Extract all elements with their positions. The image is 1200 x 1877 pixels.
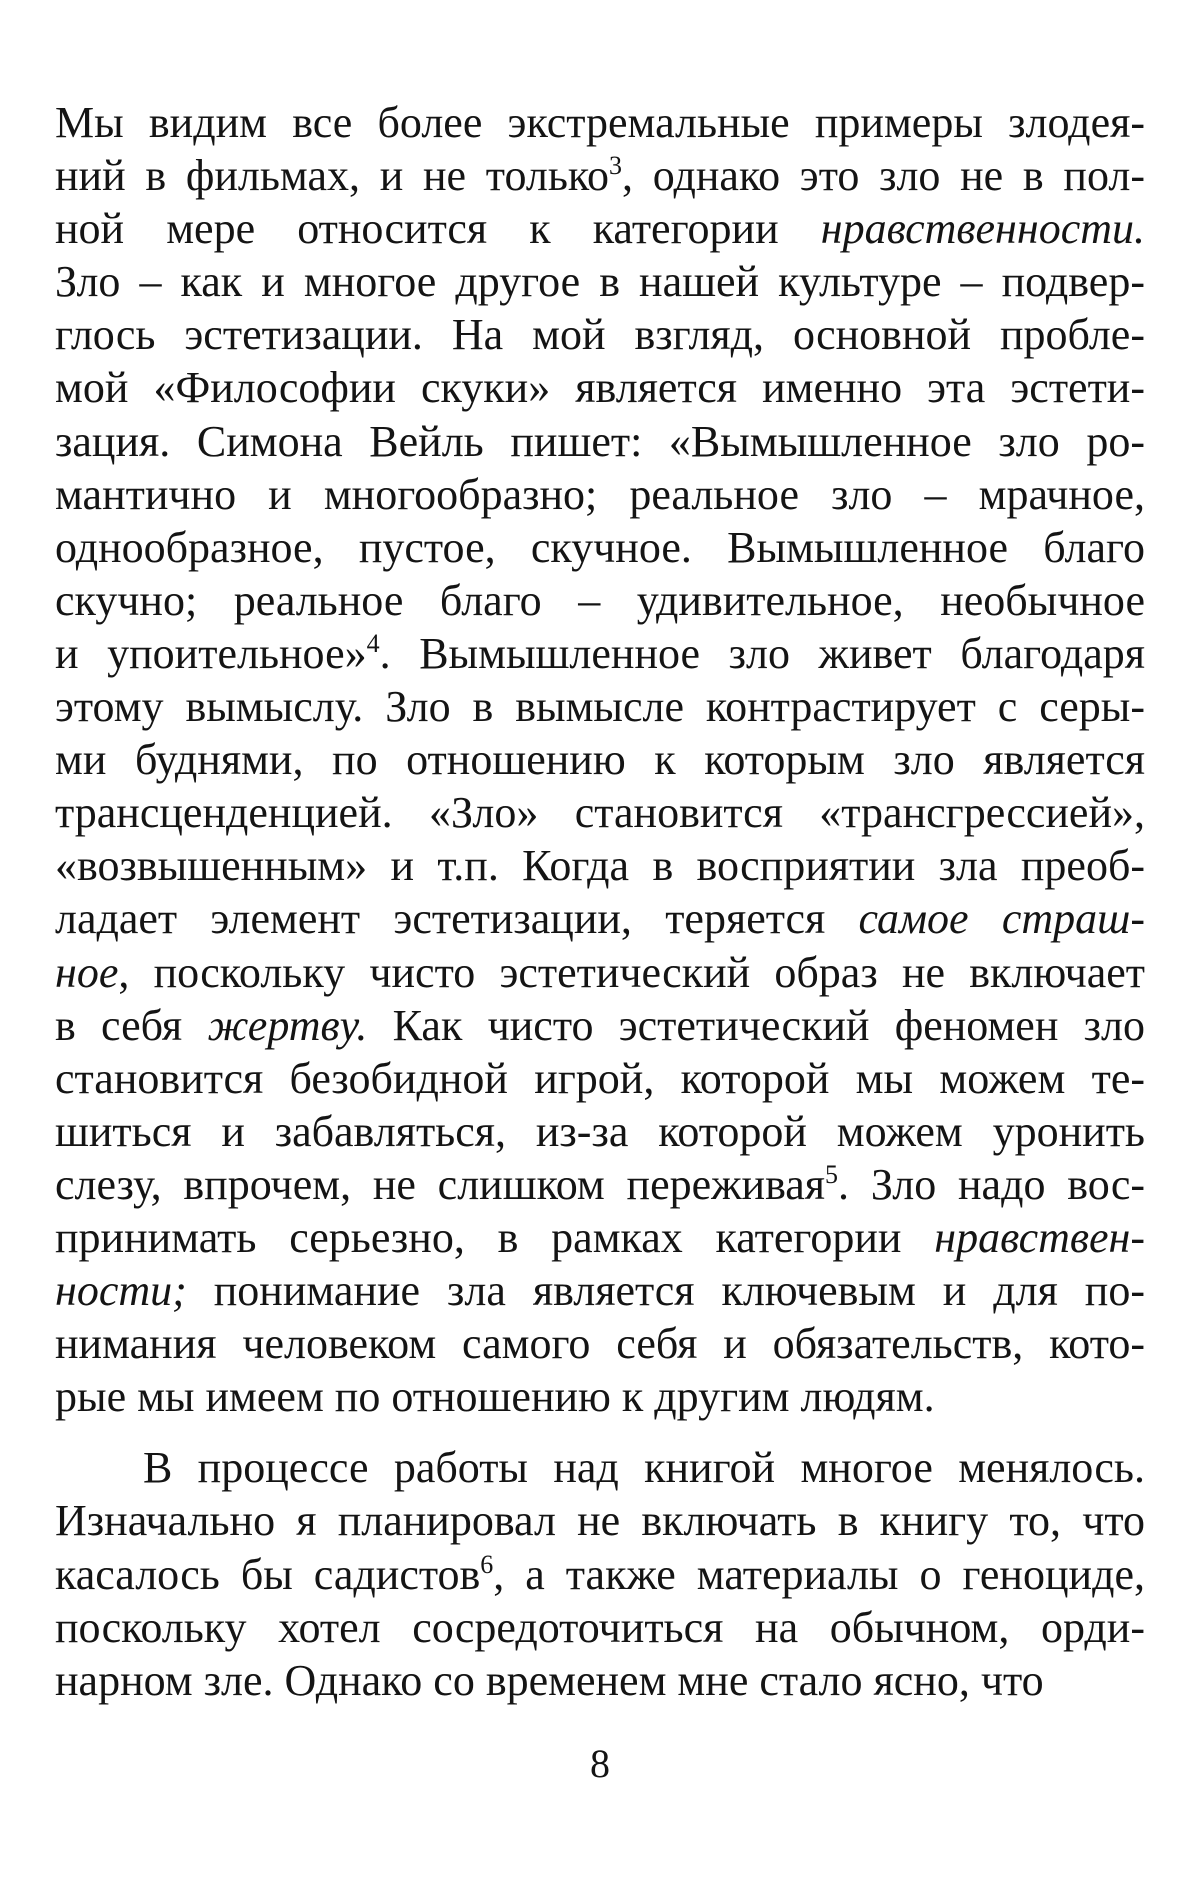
text-run: зация. Симона Вейль пишет: «Вымышленное зло ро- <box>55 416 1145 466</box>
text-run: ладает элемент эстетизации, теряется <box>55 894 859 944</box>
footnote-ref: 4 <box>366 628 380 658</box>
text-run: и упоительное» <box>55 628 367 678</box>
text-run: в себя <box>55 1000 208 1050</box>
text-line <box>55 1052 1145 1105</box>
text-line <box>55 786 1145 839</box>
text-run: Изначально я планировал не включать в книгу то, что <box>55 1496 1145 1546</box>
footnote-ref: 5 <box>825 1159 839 1189</box>
text-line <box>55 1601 1145 1654</box>
text-line <box>55 415 1145 468</box>
text-line <box>55 999 1145 1052</box>
text-run: слезу, впрочем, не слишком переживая <box>55 1159 826 1209</box>
text-run: рые мы имеем по отношению к другим людям. <box>55 1372 935 1422</box>
page-body <box>55 96 1145 1707</box>
text-run: шиться и забавляться, из-за которой можем уронить <box>55 1106 1145 1156</box>
text-line <box>55 627 1145 680</box>
text-line <box>55 96 1145 149</box>
text-line <box>55 574 1145 627</box>
text-line <box>55 202 1145 255</box>
text-run: Зло – как и многое другое в нашей культуре – подвер- <box>55 257 1145 307</box>
text-line <box>55 892 1145 945</box>
text-run: Как чисто эстетический феномен зло <box>367 1000 1145 1050</box>
text-run: нарном зле. Однако со временем мне стало ясно, что <box>55 1655 1044 1705</box>
text-run: принимать серьезно, в рамках категории <box>55 1212 935 1262</box>
paragraph-gap <box>55 1423 1145 1441</box>
text-run: мантично и многообразно; реальное зло – мрачное, <box>55 469 1145 519</box>
emphasis-text: жертву. <box>207 1000 368 1050</box>
text-run: касалось бы садистов <box>55 1549 481 1599</box>
text-line <box>55 946 1145 999</box>
text-line <box>55 1370 1145 1423</box>
text-run: становится безобидной игрой, которой мы можем те- <box>55 1053 1145 1103</box>
text-line <box>55 308 1145 361</box>
text-run: «возвышенным» и т.п. Когда в восприятии зла преоб- <box>55 841 1145 891</box>
text-run: , поскольку чисто эстетический образ не включает <box>118 947 1145 997</box>
text-run: , однако это зло не в пол- <box>622 151 1145 201</box>
text-run: понимание зла является ключевым и для по- <box>186 1266 1145 1316</box>
text-run: . Вымышленное зло живет благодаря <box>379 628 1145 678</box>
text-line <box>55 733 1145 786</box>
text-line <box>55 1654 1145 1707</box>
emphasis-text: ное <box>55 947 119 997</box>
emphasis-text: ности; <box>55 1266 187 1316</box>
text-run: трансценденцией. «Зло» становится «трансгрессией», <box>55 788 1145 838</box>
paragraph <box>55 1441 1145 1706</box>
emphasis-text: нравствен- <box>934 1212 1145 1262</box>
text-run: Мы видим все более экстремальные примеры злодея- <box>55 98 1145 147</box>
text-run: ной мере относится к категории <box>55 204 821 254</box>
text-run: поскольку хотел сосредоточиться на обычном, орди- <box>55 1602 1145 1652</box>
text-line <box>55 1158 1145 1211</box>
text-run: этому вымыслу. Зло в вымысле контрастирует с серы- <box>55 682 1145 732</box>
text-line <box>55 468 1145 521</box>
emphasis-text: нравственности. <box>820 204 1145 254</box>
paragraph <box>55 96 1145 1423</box>
text-line <box>55 255 1145 308</box>
text-run: ний в фильмах, и не только <box>55 151 610 201</box>
text-run: нимания человеком самого себя и обязательств, кото- <box>55 1319 1145 1369</box>
text-run: В процессе работы над книгой многое менялось. <box>143 1443 1145 1493</box>
text-line <box>55 521 1145 574</box>
emphasis-text: самое страш- <box>858 894 1145 944</box>
text-line <box>55 361 1145 414</box>
page-number: 8 <box>590 1741 610 1786</box>
text-run: . Зло надо вос- <box>838 1159 1145 1209</box>
text-line <box>55 149 1145 202</box>
text-run: , а также материалы о геноциде, <box>493 1549 1145 1599</box>
text-line <box>55 1317 1145 1370</box>
text-run: скучно; реальное благо – удивительное, необычное <box>55 575 1145 625</box>
text-run: ми буднями, по отношению к которым зло является <box>55 735 1145 785</box>
text-run: мой «Философии скуки» является именно эта эстети- <box>55 363 1145 413</box>
text-line <box>55 1548 1145 1601</box>
text-run: однообразное, пустое, скучное. Вымышленное благо <box>55 522 1145 572</box>
text-run: глось эстетизации. На мой взгляд, основной пробле- <box>55 310 1145 360</box>
text-line <box>55 680 1145 733</box>
text-line <box>55 1105 1145 1158</box>
footnote-ref: 3 <box>609 151 623 181</box>
text-line <box>55 839 1145 892</box>
text-line <box>55 1494 1145 1547</box>
text-line <box>55 1211 1145 1264</box>
text-line <box>55 1264 1145 1317</box>
text-line <box>55 1441 1145 1494</box>
footnote-ref: 6 <box>480 1549 494 1579</box>
